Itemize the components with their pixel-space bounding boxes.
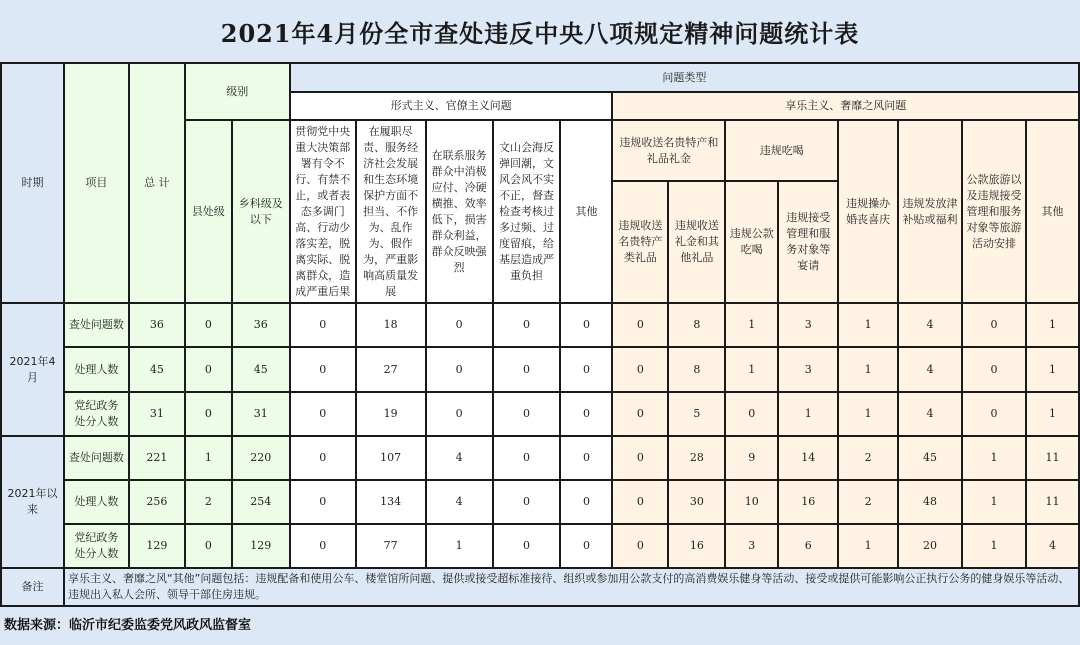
cell: 0 — [725, 392, 778, 436]
cell: 0 — [290, 524, 356, 568]
cell: 0 — [962, 303, 1026, 347]
cell: 1 — [962, 480, 1026, 524]
cell: 0 — [612, 480, 668, 524]
cell: 20 — [898, 524, 962, 568]
table-row — [1, 524, 1079, 568]
cell: 0 — [426, 303, 493, 347]
row-item: 查处问题数 — [64, 436, 129, 480]
cell: 1 — [1026, 392, 1079, 436]
header-dining-public: 违规公款吃喝 — [725, 181, 778, 303]
row-item: 处理人数 — [64, 347, 129, 392]
cell: 0 — [493, 347, 561, 392]
cell: 1 — [426, 524, 493, 568]
cell: 0 — [493, 303, 561, 347]
note-text: 享乐主义、奢靡之风“其他”问题包括：违规配备和使用公车、楼堂馆所问题、提供或接受超标准接待、组织或参加用公款支付的高消费娱乐健身等活动、接受或提供可能影响公正执行公务的健身娱乐等活动、违规出入私人会所、领导干部住房违规。 — [64, 568, 1079, 606]
cell: 1 — [1026, 347, 1079, 392]
cell: 0 — [612, 436, 668, 480]
table-row — [1, 480, 1079, 524]
cell: 45 — [129, 347, 185, 392]
cell: 221 — [129, 436, 185, 480]
cell: 134 — [356, 480, 426, 524]
cell: 31 — [129, 392, 185, 436]
cell: 129 — [129, 524, 185, 568]
cell: 2 — [838, 436, 898, 480]
table-row — [1, 303, 1079, 347]
header-formalism-col-3: 在联系服务群众中消极应付、冷硬横推、效率低下，损害群众利益，群众反映强烈 — [426, 120, 493, 303]
cell: 1 — [725, 347, 778, 392]
table-row — [1, 347, 1079, 392]
header-formalism-col-4: 文山会海反弹回潮，文风会风不实不正，督查检查考核过多过频、过度留痕，给基层造成严重负担 — [493, 120, 561, 303]
header-gift-money: 违规收送礼金和其他礼品 — [668, 181, 725, 303]
cell: 2 — [838, 480, 898, 524]
header-travel: 公款旅游以及违规接受管理和服务对象等旅游活动安排 — [962, 120, 1026, 303]
cell: 16 — [668, 524, 725, 568]
cell: 1 — [1026, 303, 1079, 347]
cell: 3 — [725, 524, 778, 568]
cell: 1 — [838, 524, 898, 568]
cell: 4 — [426, 436, 493, 480]
cell: 4 — [1026, 524, 1079, 568]
cell: 18 — [356, 303, 426, 347]
row-item: 党纪政务处分人数 — [64, 524, 129, 568]
cell: 0 — [290, 480, 356, 524]
row-item: 查处问题数 — [64, 303, 129, 347]
note-label: 备注 — [1, 568, 64, 606]
statistics-table — [0, 62, 1080, 607]
cell: 1 — [962, 436, 1026, 480]
cell: 45 — [898, 436, 962, 480]
cell: 4 — [426, 480, 493, 524]
cell: 0 — [962, 392, 1026, 436]
cell: 0 — [493, 480, 561, 524]
cell: 0 — [612, 347, 668, 392]
cell: 3 — [778, 347, 838, 392]
header-township-level: 乡科级及以下 — [232, 120, 290, 303]
cell: 1 — [962, 524, 1026, 568]
table-row — [1, 392, 1079, 436]
cell: 0 — [290, 392, 356, 436]
row-item: 党纪政务处分人数 — [64, 392, 129, 436]
cell: 11 — [1026, 436, 1079, 480]
cell: 220 — [232, 436, 290, 480]
cell: 9 — [725, 436, 778, 480]
cell: 5 — [668, 392, 725, 436]
cell: 30 — [668, 480, 725, 524]
cell: 16 — [778, 480, 838, 524]
cell: 2 — [185, 480, 232, 524]
header-level: 级别 — [185, 63, 290, 120]
cell: 0 — [612, 392, 668, 436]
cell: 8 — [668, 303, 725, 347]
cell: 0 — [426, 392, 493, 436]
period-label: 2021年4月 — [1, 303, 64, 436]
header-formalism-col-1: 贯彻党中央重大决策部署有令不行、有禁不止，或者表态多调门高、行动少落实差，脱离实际、脱离群众，造成严重后果 — [290, 120, 356, 303]
cell: 1 — [838, 303, 898, 347]
cell: 0 — [560, 436, 612, 480]
cell: 0 — [493, 436, 561, 480]
cell: 0 — [560, 392, 612, 436]
cell: 11 — [1026, 480, 1079, 524]
cell: 0 — [290, 303, 356, 347]
cell: 4 — [898, 303, 962, 347]
cell: 31 — [232, 392, 290, 436]
table-row — [1, 436, 1079, 480]
cell: 107 — [356, 436, 426, 480]
header-allowance: 违规发放津补贴或福利 — [898, 120, 962, 303]
cell: 1 — [778, 392, 838, 436]
cell: 0 — [493, 524, 561, 568]
header-item: 项目 — [64, 63, 129, 303]
cell: 48 — [898, 480, 962, 524]
cell: 0 — [612, 303, 668, 347]
cell: 1 — [838, 392, 898, 436]
cell: 0 — [612, 524, 668, 568]
cell: 0 — [185, 303, 232, 347]
cell: 0 — [560, 524, 612, 568]
header-dining-banquet: 违规接受管理和服务对象等宴请 — [778, 181, 838, 303]
cell: 8 — [668, 347, 725, 392]
header-hedonism-group: 享乐主义、奢靡之风问题 — [612, 92, 1079, 120]
header-formalism-group: 形式主义、官僚主义问题 — [290, 92, 613, 120]
cell: 19 — [356, 392, 426, 436]
period-label: 2021年以来 — [1, 436, 64, 568]
cell: 0 — [962, 347, 1026, 392]
cell: 77 — [356, 524, 426, 568]
cell: 0 — [560, 347, 612, 392]
header-total: 总 计 — [129, 63, 185, 303]
cell: 6 — [778, 524, 838, 568]
header-wedding-funeral: 违规操办婚丧喜庆 — [838, 120, 898, 303]
cell: 3 — [778, 303, 838, 347]
cell: 36 — [232, 303, 290, 347]
page-title: 2021年4月份全市查处违反中央八项规定精神问题统计表 — [220, 19, 860, 48]
cell: 28 — [668, 436, 725, 480]
cell: 14 — [778, 436, 838, 480]
cell: 0 — [560, 480, 612, 524]
header-problem-type: 问题类型 — [290, 63, 1079, 92]
cell: 1 — [725, 303, 778, 347]
cell: 0 — [560, 303, 612, 347]
header-gift-group: 违规收送名贵特产和礼品礼金 — [612, 120, 725, 181]
cell: 36 — [129, 303, 185, 347]
cell: 0 — [185, 392, 232, 436]
header-dining-group: 违规吃喝 — [725, 120, 838, 181]
header-period: 时期 — [1, 63, 64, 303]
cell: 45 — [232, 347, 290, 392]
cell: 0 — [185, 524, 232, 568]
cell: 129 — [232, 524, 290, 568]
cell: 0 — [185, 347, 232, 392]
data-source: 数据来源：临沂市纪委监委党风政风监督室 — [4, 618, 252, 633]
cell: 0 — [290, 347, 356, 392]
cell: 256 — [129, 480, 185, 524]
cell: 10 — [725, 480, 778, 524]
cell: 0 — [426, 347, 493, 392]
header-hedonism-other: 其他 — [1026, 120, 1079, 303]
cell: 27 — [356, 347, 426, 392]
cell: 1 — [838, 347, 898, 392]
cell: 0 — [290, 436, 356, 480]
header-county-level: 县处级 — [185, 120, 232, 303]
row-item: 处理人数 — [64, 480, 129, 524]
header-gift-specialty: 违规收送名贵特产类礼品 — [612, 181, 668, 303]
cell: 1 — [185, 436, 232, 480]
cell: 4 — [898, 392, 962, 436]
header-formalism-other: 其他 — [560, 120, 612, 303]
cell: 0 — [493, 392, 561, 436]
cell: 254 — [232, 480, 290, 524]
header-formalism-col-2: 在履职尽责、服务经济社会发展和生态环境保护方面不担当、不作为、乱作为、假作为，严重影响高质量发展 — [356, 120, 426, 303]
cell: 4 — [898, 347, 962, 392]
